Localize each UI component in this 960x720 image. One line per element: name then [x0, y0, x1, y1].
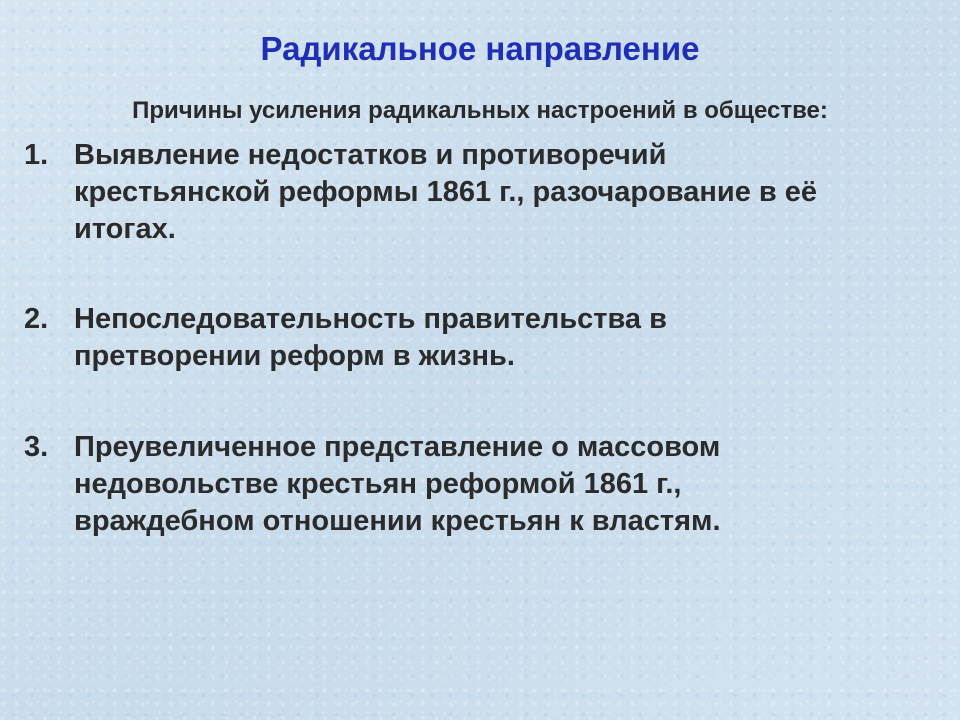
list-item [24, 301, 924, 375]
slide-subtitle: Причины усиления радикальных настроений в обществе: [132, 97, 828, 124]
list-item [24, 137, 924, 248]
list-item-line: крестьянской реформы 1861 г., разочарование в её [74, 176, 818, 208]
list-item-number: 2. [24, 303, 49, 335]
list-item-line: претворении реформ в жизнь. [74, 340, 515, 372]
list-item-number: 3. [24, 431, 49, 463]
list-item [24, 429, 924, 540]
list-item-line: враждебном отношении крестьян к властям. [74, 505, 721, 537]
list-item-line: Выявление недостатков и противоречий [74, 139, 667, 171]
slide-title: Радикальное направление [260, 30, 700, 67]
list-item-line: Преувеличенное представление о массовом [74, 431, 721, 463]
list-item-number: 1. [24, 139, 49, 171]
list-item-line: недовольстве крестьян реформой 1861 г., [74, 468, 682, 500]
list-item-line: итогах. [74, 213, 176, 245]
list-item-line: Непоследовательность правительства в [74, 303, 667, 335]
